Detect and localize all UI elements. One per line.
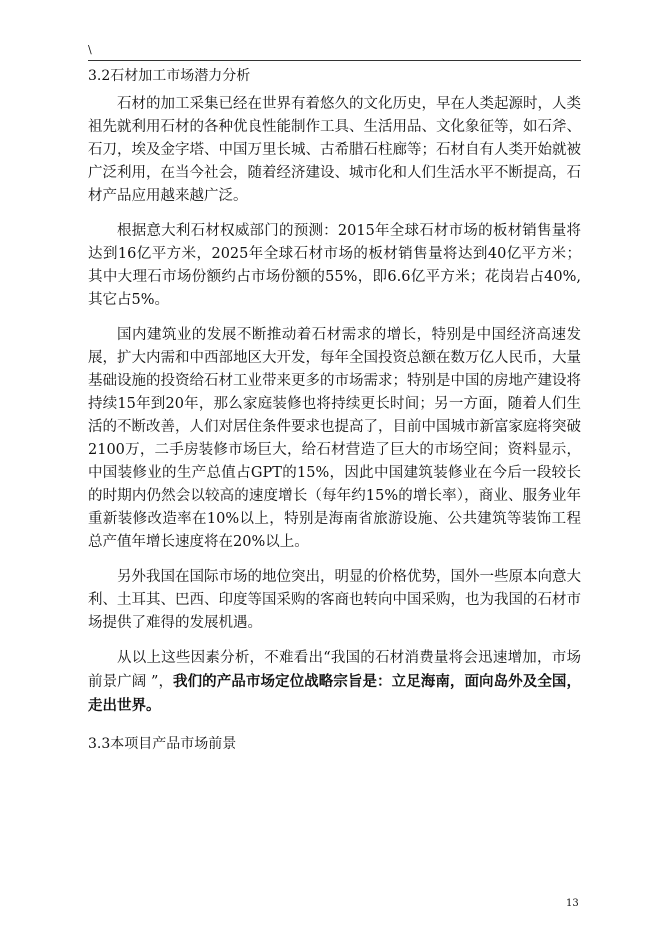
page-number: 13 (566, 898, 579, 909)
paragraph-domestic-construction: 国内建筑业的发展不断推动着石材需求的增长，特别是中国经济高速发展，扩大内需和中西部地区大开发，每年全国投资总额在数万亿人民币，大量基础设施的投资给石材工业带来更多的市场需求；特别是中国的房地产建设将持续15年到20年，那么家庭装修也将持续更长时间；另一方面，随着人们生活的不断改善，人们对居住条件要求也提高了，目前中国城市新富家庭将突破2100万，二手房装修市场巨大，给石材营造了巨大的市场空间；资料显示，中国装修业的生产总值占GPT的15%，因此中国建筑装修业在今后一段较长的时期内仍然会以较高的速度增长（每年约15%的增长率），商业、服务业年重新装修改造率在10%以上，特别是海南省旅游设施、公共建筑等装饰工程总产值年增长速度将在20%以上。 (88, 327, 581, 550)
paragraph-international-market: 另外我国在国际市场的地位突出，明显的价格优势，国外一些原本向意大利、土耳其、巴西、印度等国采购的客商也转向中国采购，也为我国的石材市场提供了难得的发展机遇。 (88, 569, 581, 631)
header-mark: \ (88, 43, 92, 56)
page-content (88, 66, 581, 754)
paragraph-conclusion (88, 647, 581, 718)
section-heading-3-2: 3.2石材加工市场潜力分析 (88, 68, 251, 84)
section-heading-3-3: 3.3本项目产品市场前景 (88, 736, 237, 752)
paragraph-italy-forecast: 根据意大利石材权威部门的预测：2015年全球石材市场的板材销售量将达到16亿平方米，2025年全球石材市场的板材销售量将达到40亿平方米；其中大理石市场份额约占市场份额的55%，即6.6亿平方米；花岗岩占40%,其它占5%。 (88, 223, 581, 308)
header-rule (88, 60, 581, 61)
paragraph-stone-history: 石材的加工采集已经在世界有着悠久的文化历史，早在人类起源时，人类祖先就利用石材的各种优良性能制作工具、生活用品、文化象征等，如石斧、石刀，埃及金字塔、中国万里长城、古希腊石柱廊等；石材自有人类开始就被广泛利用，在当今社会，随着经济建设、城市化和人们生活水平不断提高，石材产品应用越来越广泛。 (88, 96, 581, 204)
conclusion-bold-text: 我们的产品市场定位战略宗旨是：立足海南，面向岛外及全国，走出世界。 (88, 673, 581, 714)
conclusion-normal-text: 从以上这些因素分析，不难看出“我国的石材消费量将会迅速增加，市场前景广阔 ”， (88, 650, 581, 690)
